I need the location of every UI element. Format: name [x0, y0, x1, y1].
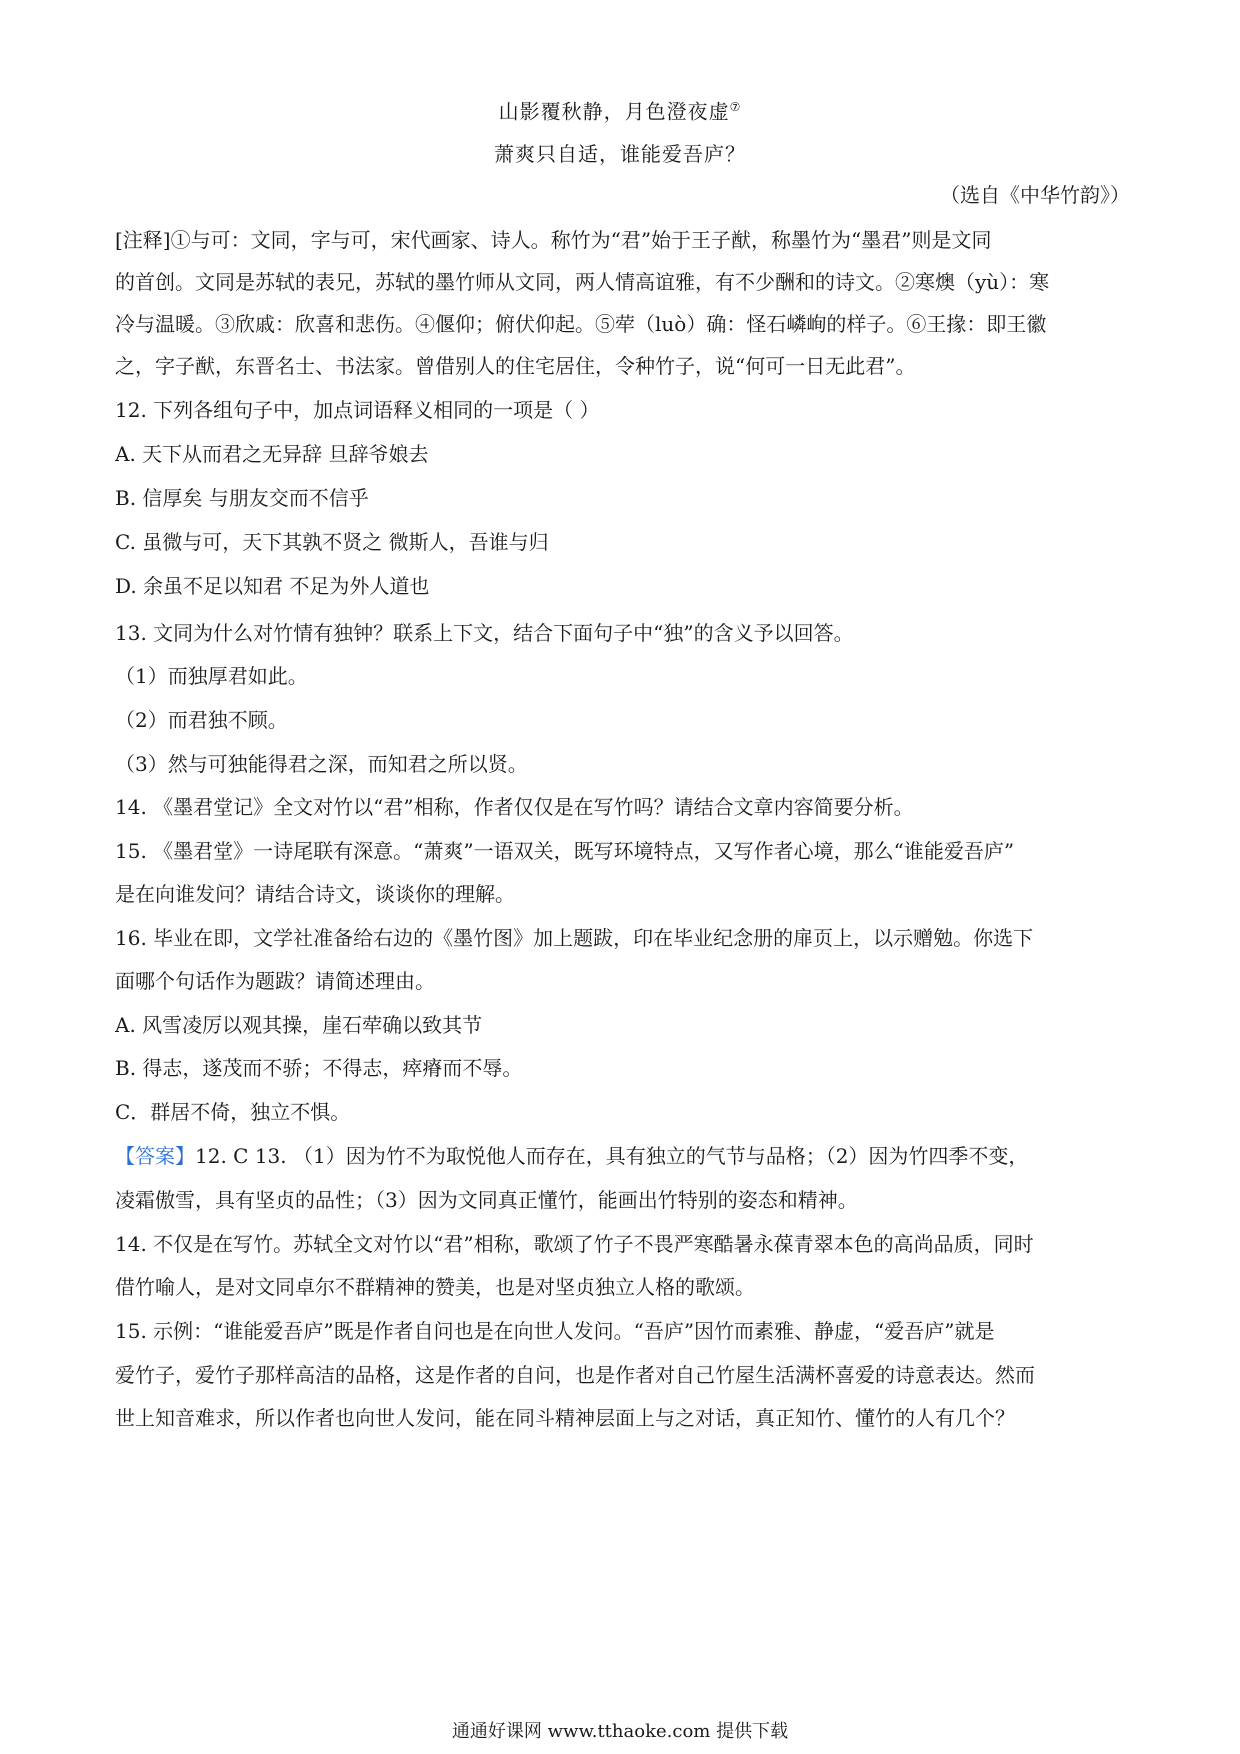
question-12-option-c: C. 虽微与可，天下其孰不贤之 微斯人，吾谁与归	[115, 530, 549, 554]
question-14: 14. 《墨君堂记》全文对竹以“君”相称，作者仅仅是在写竹吗？请结合文章内容简要分析。	[115, 795, 914, 819]
note-line: [注释]①与可：文同，字与可，宋代画家、诗人。称竹为“君”始于王子猷，称墨竹为“墨君”则是文同	[115, 228, 992, 252]
question-12-stem: 12. 下列各组句子中，加点词语释义相同的一项是（ ）	[115, 398, 600, 422]
dotted-word: 辞	[302, 442, 323, 466]
dotted-word: 微	[388, 530, 409, 554]
question-16-line: 16. 毕业在即，文学社准备给右边的《墨竹图》加上题跋，印在毕业纪念册的扉页上，以示赠勉。你选下	[115, 926, 1034, 950]
poem-line-2: 萧爽只自适，谁能爱吾庐？	[494, 142, 746, 166]
question-16-option: B. 得志，遂茂而不骄；不得志，瘁瘠而不辱。	[115, 1056, 523, 1080]
question-15-line: 是在向谁发问？请结合诗文，谈谈你的理解。	[115, 882, 515, 906]
answer-line: 【答案】12. C 13. （1）因为竹不为取悦他人而存在，具有独立的气节与品格；（2）因为竹四季不变，	[115, 1144, 1029, 1168]
footnote-marker: ⑦	[729, 100, 742, 114]
note-line: 之，字子猷，东晋名士、书法家。曾借别人的住宅居住，令种竹子，说“何可一日无此君”。	[115, 354, 916, 378]
question-13-item: （3）然与可独能得君之深，而知君之所以贤。	[115, 752, 528, 776]
question-13-item: （1）而独厚君如此。	[115, 664, 308, 688]
answer-tag: 【答案】	[115, 1144, 195, 1168]
answer-15-line: 世上知音难求，所以作者也向世人发问，能在同斗精神层面上与之对话，真正知竹、懂竹的人有几个？	[115, 1406, 1015, 1430]
note-line: 的首创。文同是苏轼的表兄，苏轼的墨竹师从文同，两人情高谊雅，有不少酬和的诗文。②寒燠（yù）：寒	[115, 270, 1050, 294]
dotted-word: 微	[162, 530, 183, 554]
note-line: 冷与温暖。③欣戚：欣喜和悲伤。④偃仰；俯伏仰起。⑤荦（luò）确：怪石嶙峋的样子。⑥王掾：即王徽	[115, 312, 1047, 336]
answer-14-line: 14. 不仅是在写竹。苏轼全文对竹以“君”相称，歌颂了竹子不畏严寒酷暑永葆青翠本色的高尚品质，同时	[115, 1232, 1034, 1256]
dotted-word: 不	[183, 574, 204, 598]
poem-source: （选自《中华竹韵》）	[940, 183, 1130, 207]
answer-line: 凌霜傲雪，具有坚贞的品性；（3）因为文同真正懂竹，能画出竹特别的姿态和精神。	[115, 1188, 858, 1212]
question-12-option-d: D. 余虽不足以知君 不足为外人道也	[115, 574, 430, 598]
dotted-word: 厚	[162, 486, 183, 510]
answer-15-line: 15. 示例：“谁能爱吾庐”既是作者自问也是在向世人发问。“吾庐”因竹而素雅、静虚，“爱吾庐”就是	[115, 1319, 995, 1343]
dotted-word: 信	[328, 486, 349, 510]
question-12-option-a: A. 天下从而君之无异辞 旦辞爷娘去	[115, 442, 429, 466]
dotted-word: 辞	[348, 442, 369, 466]
question-12-option-b: B. 信厚矣 与朋友交而不信乎	[115, 486, 369, 510]
question-13-item: （2）而君独不顾。	[115, 708, 288, 732]
question-13-stem: 13. 文同为什么对竹情有独钟？联系上下文，结合下面句子中“独”的含义予以回答。	[115, 621, 854, 645]
question-16-line: 面哪个句话作为题跋？请简述理由。	[115, 969, 435, 993]
dotted-word: 不	[289, 574, 310, 598]
question-16-option: C．群居不倚，独立不惧。	[115, 1100, 351, 1124]
answer-14-line: 借竹喻人，是对文同卓尔不群精神的赞美，也是对坚贞独立人格的歌颂。	[115, 1275, 755, 1299]
answer-15-line: 爱竹子，爱竹子那样高洁的品格，这是作者的自问，也是作者对自己竹屋生活满杯喜爱的诗意表达。然而	[115, 1363, 1035, 1387]
question-15-line: 15. 《墨君堂》一诗尾联有深意。“萧爽”一语双关，既写环境特点，又写作者心境，那么“谁能爱吾庐”	[115, 839, 1015, 863]
question-16-option: A. 风雪凌厉以观其操，崖石荦确以致其节	[115, 1013, 483, 1037]
footer-watermark: 通通好课网 www.tthaoke.com 提供下载	[451, 1721, 789, 1742]
poem-line-1: 山影覆秋静，月色澄夜虚⑦	[498, 99, 742, 124]
